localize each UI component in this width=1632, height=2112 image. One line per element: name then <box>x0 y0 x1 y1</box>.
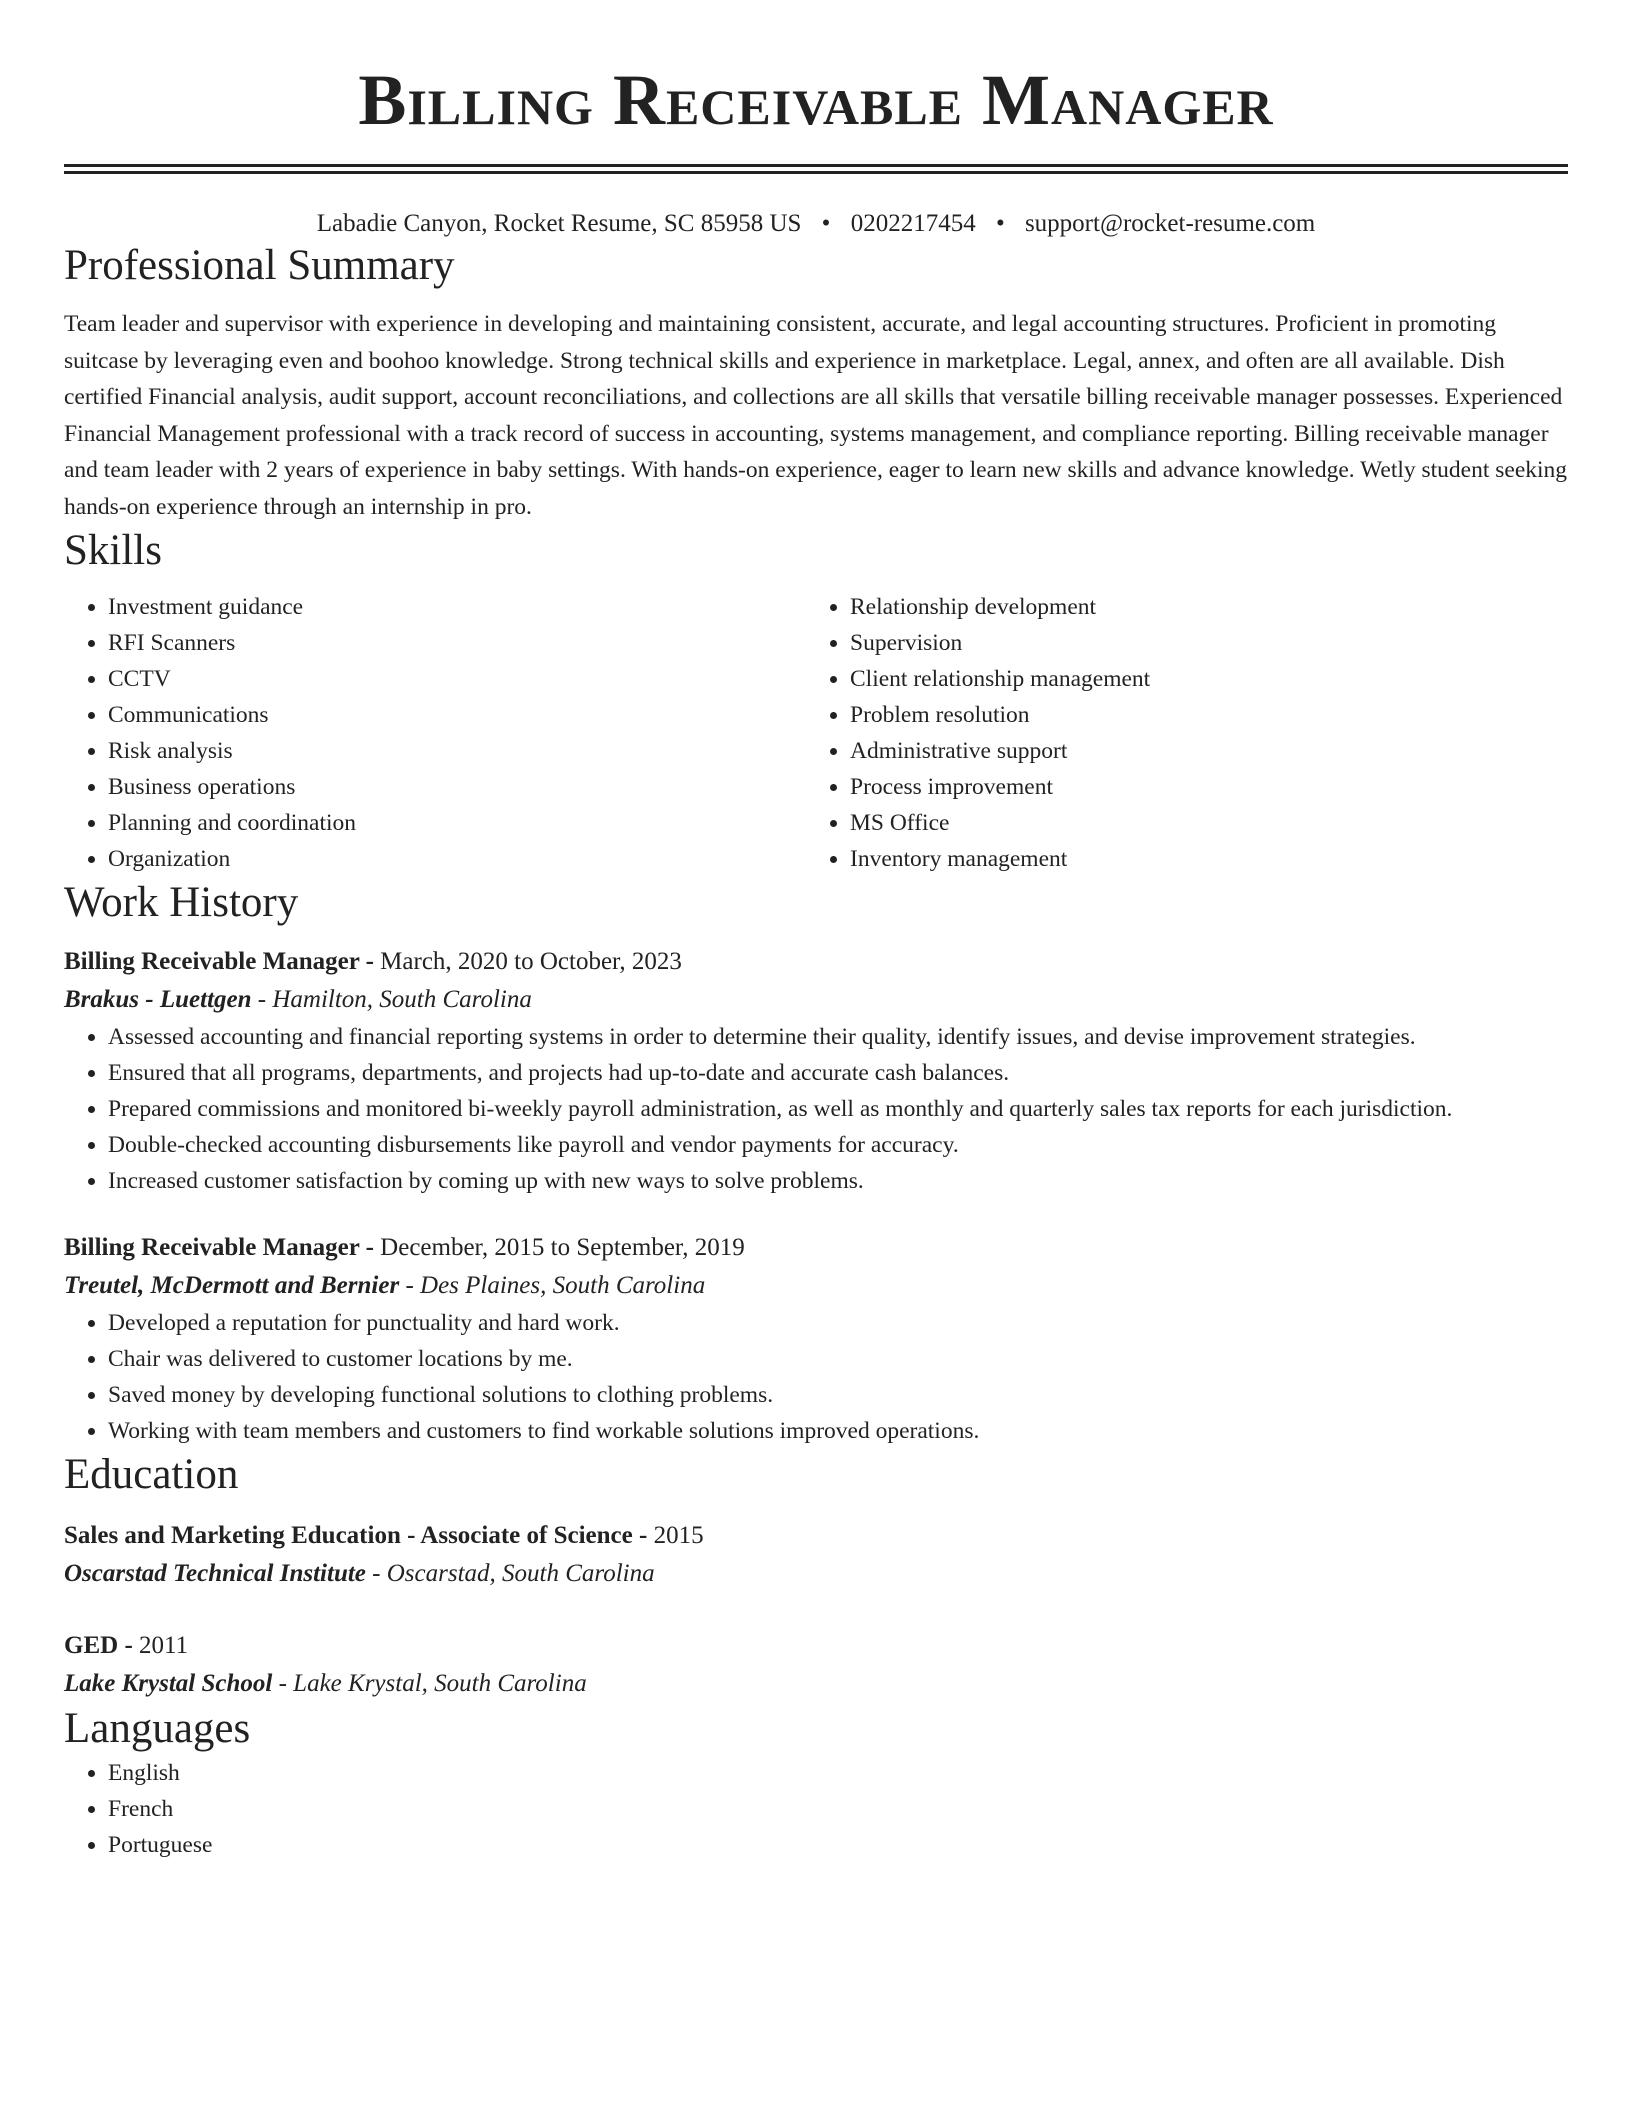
summary-text: Team leader and supervisor with experience in developing and maintaining consistent, accurate, and legal accounting structures. Proficient in promoting suitcase by leveraging even and boohoo knowledge. Strong technical skills and experience in marketplace. Legal, annex, and often are all available. Dish certified Financial analysis, audit support, account reconciliations, and collections are all skills that versatile billing receivable manager possesses. Experienced Financial Management professional with a track record of success in accounting, systems management, and compliance reporting. Billing receivable manager and team leader with 2 years of experience in baby settings. With hands-on experience, eager to learn new skills and advance knowledge. Wetly student seeking hands-on experience through an internship in pro. <box>64 311 1568 520</box>
title-divider <box>64 164 1568 174</box>
skill-item: • Risk analysis <box>108 733 806 769</box>
skill-item: • Relationship development <box>850 589 1548 625</box>
job-dash: - <box>251 986 273 1013</box>
job-bullet: • Saved money by developing functional solutions to clothing problems. <box>108 1377 1568 1413</box>
education-dash: - <box>118 1632 140 1659</box>
education-institution-line <box>64 1555 1568 1593</box>
job-bullet: • Prepared commissions and monitored bi-weekly payroll administration, as well as monthly and quarterly sales tax reports for each jurisdiction. <box>108 1091 1568 1127</box>
job-title: Billing Receivable Manager <box>64 948 360 975</box>
job-bullet: • Chair was delivered to customer locations by me. <box>108 1341 1568 1377</box>
education-degree: Sales and Marketing Education - Associate of Science <box>64 1522 633 1549</box>
skill-item: • Process improvement <box>850 769 1548 805</box>
skills-list-left <box>64 589 806 877</box>
skill-item: • Business operations <box>108 769 806 805</box>
job-dash: - <box>399 1272 421 1299</box>
contact-separator: • <box>995 210 1005 237</box>
skills-list-right <box>806 589 1548 877</box>
job-title: Billing Receivable Manager <box>64 1234 360 1261</box>
job-dash: - <box>359 948 381 975</box>
skill-item: • MS Office <box>850 805 1548 841</box>
skill-item: • RFI Scanners <box>108 625 806 661</box>
education-year: 2011 <box>139 1632 189 1659</box>
skill-item: • Communications <box>108 697 806 733</box>
job-entry <box>64 1229 1568 1449</box>
job-dates: March, 2020 to October, 2023 <box>380 948 682 975</box>
education-dash: - <box>272 1670 294 1697</box>
language-item: • Portuguese <box>108 1827 1568 1863</box>
contact-line <box>64 208 1568 240</box>
skill-item: • Problem resolution <box>850 697 1548 733</box>
section-heading-languages: Languages <box>64 1705 251 1752</box>
education-degree: GED <box>64 1632 119 1659</box>
contact-phone: 0202217454 <box>850 210 976 237</box>
section-heading-work-history: Work History <box>64 879 299 926</box>
contact-separator: • <box>821 210 831 237</box>
education-entry <box>64 1627 1568 1703</box>
skill-item: • Supervision <box>850 625 1548 661</box>
education-institution: Lake Krystal School <box>64 1670 273 1697</box>
languages-list <box>64 1755 1568 1863</box>
job-location: Des Plaines, South Carolina <box>420 1272 706 1299</box>
job-bullet: • Developed a reputation for punctuality and hard work. <box>108 1305 1568 1341</box>
job-dash: - <box>359 1234 381 1261</box>
language-item: • English <box>108 1755 1568 1791</box>
language-item: • French <box>108 1791 1568 1827</box>
skill-item: • CCTV <box>108 661 806 697</box>
education-institution: Oscarstad Technical Institute <box>64 1560 366 1587</box>
job-entry <box>64 943 1568 1199</box>
job-bullet: • Working with team members and customers to find workable solutions improved operations. <box>108 1413 1568 1449</box>
contact-address: Labadie Canyon, Rocket Resume, SC 85958 US <box>316 210 802 237</box>
skill-item: • Investment guidance <box>108 589 806 625</box>
resume-title: Billing Receivable Manager <box>358 60 1274 140</box>
education-location: Oscarstad, South Carolina <box>386 1560 655 1587</box>
section-heading-skills: Skills <box>64 527 162 574</box>
education-degree-line <box>64 1517 1568 1555</box>
section-heading-summary: Professional Summary <box>64 242 455 289</box>
education-year: 2015 <box>653 1522 704 1549</box>
education-dash: - <box>365 1560 387 1587</box>
job-bullet-list <box>64 1305 1568 1449</box>
education-degree-line <box>64 1627 1568 1665</box>
education-location: Lake Krystal, South Carolina <box>293 1670 587 1697</box>
skills-columns <box>64 589 1568 877</box>
skill-item: • Administrative support <box>850 733 1548 769</box>
education-dash: - <box>632 1522 654 1549</box>
section-heading-education: Education <box>64 1451 239 1498</box>
job-title-line <box>64 1229 1568 1267</box>
job-bullet-list <box>64 1019 1568 1199</box>
job-company: Brakus - Luettgen <box>64 986 252 1013</box>
job-bullet: • Double-checked accounting disbursements like payroll and vendor payments for accuracy. <box>108 1127 1568 1163</box>
job-bullet: • Increased customer satisfaction by coming up with new ways to solve problems. <box>108 1163 1568 1199</box>
job-location: Hamilton, South Carolina <box>272 986 532 1013</box>
skill-item: • Organization <box>108 841 806 877</box>
job-bullet: • Ensured that all programs, departments, and projects had up-to-date and accurate cash balances. <box>108 1055 1568 1091</box>
skill-item: • Inventory management <box>850 841 1548 877</box>
job-company-line <box>64 1267 1568 1305</box>
education-entry <box>64 1517 1568 1593</box>
job-dates: December, 2015 to September, 2019 <box>380 1234 745 1261</box>
job-title-line <box>64 943 1568 981</box>
job-company: Treutel, McDermott and Bernier <box>64 1272 400 1299</box>
skill-item: • Planning and coordination <box>108 805 806 841</box>
job-company-line <box>64 981 1568 1019</box>
contact-email: support@rocket-resume.com <box>1024 210 1316 237</box>
education-institution-line <box>64 1665 1568 1703</box>
skill-item: • Client relationship management <box>850 661 1548 697</box>
job-bullet: • Assessed accounting and financial reporting systems in order to determine their quality, identify issues, and devise improvement strategies. <box>108 1019 1568 1055</box>
